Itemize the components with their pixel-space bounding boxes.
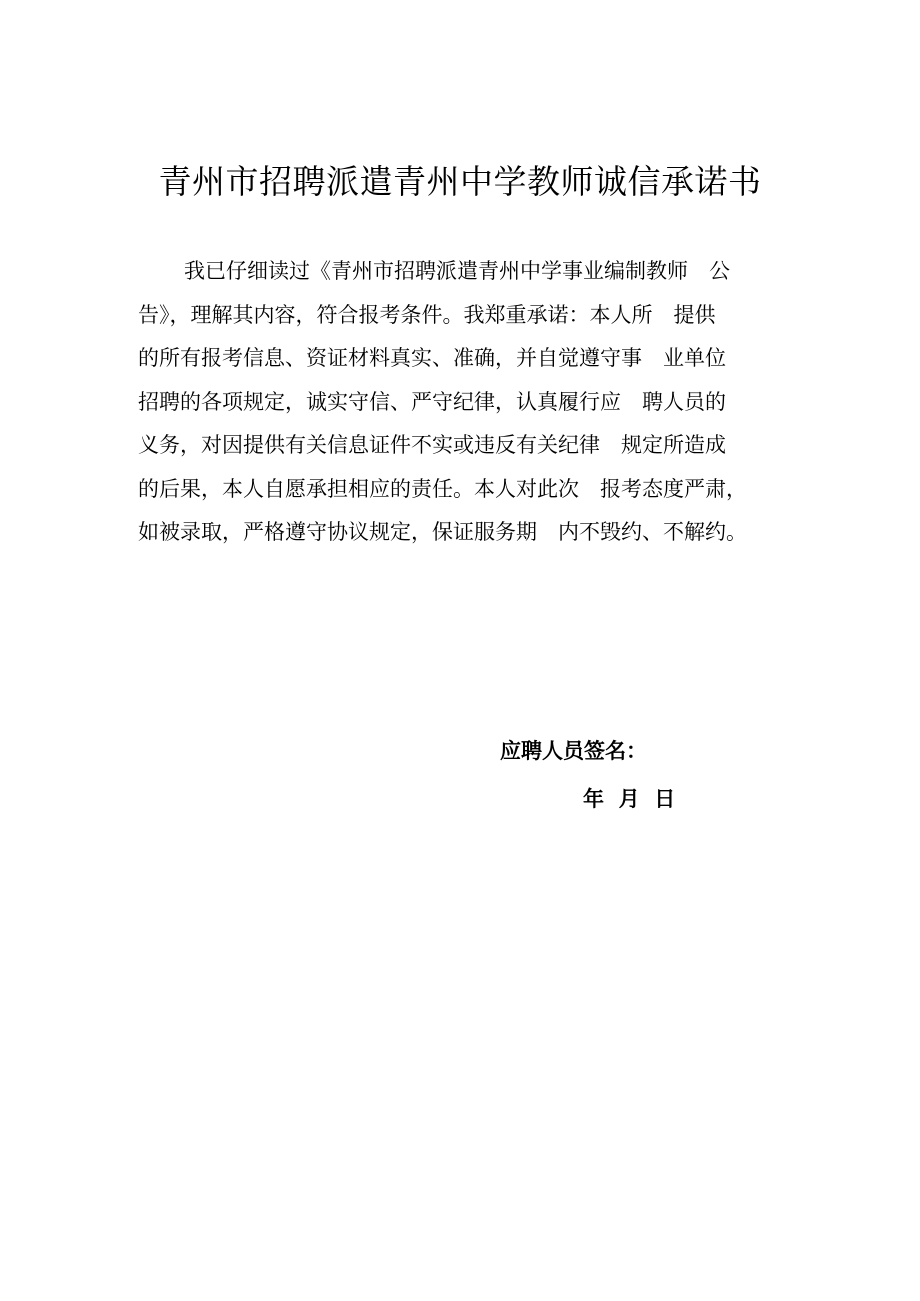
document-title: 青州市招聘派遣青州中学教师诚信承诺书 [158,162,762,201]
body-line-6: 的后果，本人自愿承担相应的责任。本人对此次 报考态度严肃， [138,476,747,501]
body-line-1: 我已仔细读过《青州市招聘派遣青州中学事业编制教师 公 [184,259,730,283]
body-line-7: 如被录取，严格遵守协议规定，保证服务期 内不毁约、不解约。 [138,520,747,544]
signature-label: 应聘人员签名： [500,739,647,763]
date-label: 年 月 日 [583,787,676,811]
commitment-body [138,250,798,555]
body-line-5: 义务，对因提供有关信息证件不实或违反有关纪律 规定所造成 [138,433,726,457]
body-line-3: 的所有报考信息、资证材料真实、准确，并自觉遵守事 业单位 [138,346,726,370]
body-line-2: 告》，理解其内容，符合报考条件。我郑重承诺：本人所 提供 [138,302,716,327]
body-line-4: 招聘的各项规定，诚实守信、严守纪律，认真履行应 聘人员的 [138,389,726,414]
